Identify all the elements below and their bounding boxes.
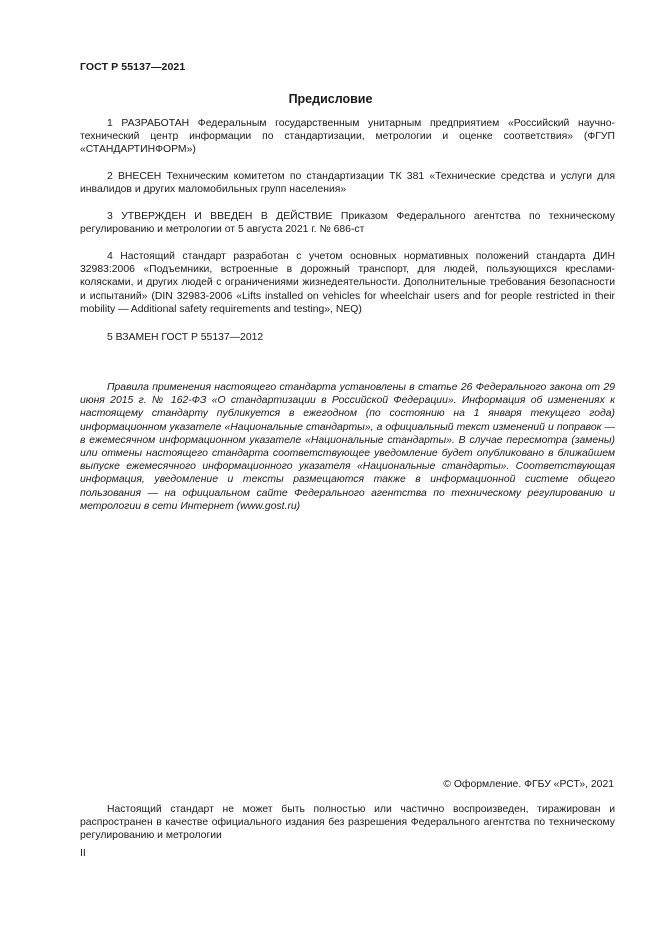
preface-item-4: 4 Настоящий стандарт разработан с учетом основных нормативных положений стандарта ДИН 32983:2006 «Подъемники, встроенные в дорожный транспорт, для людей, пользующихся креслами-колясками, и других людей с ограничениями жизнедеятельности. Дополнительные требования безопасности и испытаний» (DIN 32983-2006 «Lifts installed on vehicles for wheelchair users and for people restricted in their mobility — Additional safety requirements and testing», NEQ) <box>80 251 615 315</box>
preface-item-5: 5 ВЗАМЕН ГОСТ Р 55137—2012 <box>107 332 264 343</box>
standard-application-notice: Правила применения настоящего стандарта установлены в статье 26 Федерального закона от 29 июня 2015 г. № 162-ФЗ «О стандартизации в Российской Федерации». Информация об изменениях к настоящему стандарту публикуется в ежегодном (по состоянию на 1 января текущего года) информационном указателе «Национальные стандарты», а официальный текст изменений и поправок — в ежемесячном информационном указателе «Национальные стандарты». В случае пересмотра (замены) или отмены настоящего стандарта соответствующее уведомление будет опубликовано в ближайшем выпуске ежемесячного информационного указателя «Национальные стандарты». Соответствующая информация, уведомление и тексты размещаются также в информационной системе общего пользования — на официальном сайте Федерального агентства по техническому регулированию и метрологии в сети Интернет (www.gost.ru) <box>80 382 615 512</box>
page-number: II <box>80 848 86 859</box>
preface-item-1: 1 РАЗРАБОТАН Федеральным государственным унитарным предприятием «Российский научно-технический центр информации по стандартизации, метрологии и оценке соответствия» (ФГУП «СТАНДАРТИНФОРМ») <box>80 118 615 156</box>
copyright-line: © Оформление. ФГБУ «РСТ», 2021 <box>443 779 614 790</box>
preface-item-2: 2 ВНЕСЕН Техническим комитетом по стандартизации ТК 381 «Технические средства и услуги для инвалидов и других маломобильных групп населения» <box>80 171 615 196</box>
reproduction-notice: Настоящий стандарт не может быть полностью или частично воспроизведен, тиражирован и распространен в качестве официального издания без разрешения Федерального агентства по техническому регулированию и метрологии <box>80 804 615 842</box>
preface-item-3: 3 УТВЕРЖДЕН И ВВЕДЕН В ДЕЙСТВИЕ Приказом Федерального агентства по техническому регулированию и метрологии от 5 августа 2021 г. № 686-ст <box>80 211 615 236</box>
preface-title: Предисловие <box>288 92 373 106</box>
standard-code-header: ГОСТ Р 55137—2021 <box>80 61 186 73</box>
